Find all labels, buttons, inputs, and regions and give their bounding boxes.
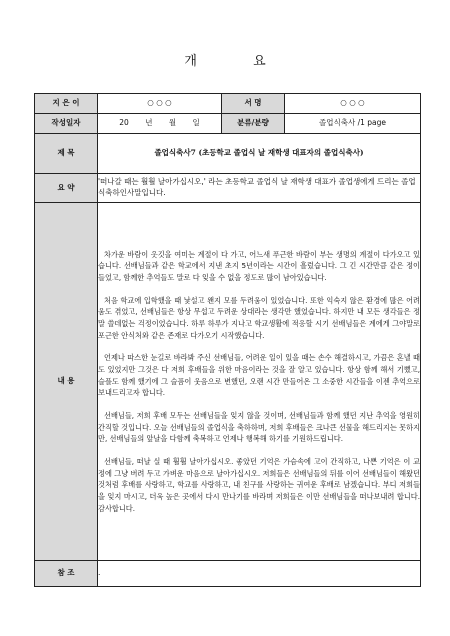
reference-label: 참 조 xyxy=(35,561,98,587)
signature-label: 서 명 xyxy=(222,94,285,114)
author-value: ○ ○ ○ xyxy=(98,94,222,114)
subject-label: 제 목 xyxy=(35,134,98,174)
category-value: 졸업식축사 /1 page xyxy=(285,114,421,134)
content-body xyxy=(98,203,421,561)
reference-value: . xyxy=(98,561,421,587)
content-paragraph: 차가운 바람이 옷깃을 여미는 계절이 다 가고, 어느새 푸근한 바람이 부는 생명의 계절이 다가오고 있습니다. 선배님들과 같은 학교에서 지낸 초지 5년이라는 시간이 흘렀습니다. 그 긴 시간만큼 같은 정이 들었고, 함께한 추억들도 말로 다 잊을 수 없을 정도로 많이 남아있습니다. xyxy=(98,249,420,283)
summary-value: '떠나갈 때는 훨훨 날아가십시오,' 라는 초등학교 졸업식 날 재학생 대표가 졸업생에게 드리는 졸업식축하인사말입니다. xyxy=(98,174,421,203)
author-label: 지 은 이 xyxy=(35,94,98,114)
document-form-table xyxy=(34,93,421,587)
document-title: 개 요 xyxy=(184,54,292,69)
date-value: 20 년 월 일 xyxy=(98,114,222,134)
content-paragraph: 선배님들, 떠날 실 때 훨훨 날아가십시오. 좋았던 기억은 가슴속에 고이 간직하고, 나쁜 기억은 이 교정에 그냥 버려 두고 가벼운 마음으로 날아가십시오. 저희들은 선배님들의 뒤를 이어 선배님들이 해왔던 것처럼 후배를 사랑하고, 학교를 사랑하고, 내 친구를 사랑하는 귀여운 후배로 남겠습니다. 부디 저희들을 잊지 마시고, 더욱 높은 곳에서 다시 만나기를 바라며 저희들은 이만 선배님들을 떠나보내려 합니다. 감사합니다. xyxy=(98,456,420,513)
content-paragraph: 선배님들, 저희 후배 모두는 선배님들을 잊지 않을 것이며, 선배님들과 함께 했던 지난 추억을 영원히 간직할 것입니다. 오늘 선배님들의 졸업식을 축하하며, 저희 후배들은 크나큰 선물을 해드리지는 못하지만, 선배님들의 앞날을 다함께 축복하고 언제나 행복해 하기를 기원하드립니다. xyxy=(98,410,420,444)
signature-value: ○ ○ ○ xyxy=(285,94,421,114)
content-paragraph: 언제나 따스한 눈길로 바라봐 주신 선배님들, 어려운 일이 있을 때는 손수 해결하시고, 가끔은 혼낼 때도 있었지만 그것은 다 저희 후배들을 위한 마음이라는 것을 잘 알고 있습니다. 항상 함께 해서 기뻤고, 슬플도 함께 했기에 그 슬픔이 웃음으로 변했던, 오랜 시간 만들어온 그 소중한 시간들을 이젠 추억으로 보내드리고자 합니다. xyxy=(98,353,420,398)
content-label: 내 용 xyxy=(35,203,98,561)
content-paragraph: 처음 학교에 입학했을 때 낯설고 왠지 모를 두려움이 있었습니다. 또한 익숙지 않은 환경에 많은 어려움도 겪었고, 선배님들은 항상 무섭고 두려운 상대라는 생각만 했었습니다. 하지만 내 모든 생각들은 정말 쓸데없는 걱정이었습니다. 하루 하루가 지나고 학교생활에 적응할 시기 선배님들은 계에게 그야말로 포근한 안식처와 같은 존재로 다가오기 시작했습니다. xyxy=(98,295,420,340)
category-label: 분류/분량 xyxy=(222,114,285,134)
summary-label: 요 약 xyxy=(35,174,98,203)
subject-value: 졸업식축사7 (초등학교 졸업식 날 재학생 대표자의 졸업식축사) xyxy=(98,134,421,174)
date-label: 작성일자 xyxy=(35,114,98,134)
